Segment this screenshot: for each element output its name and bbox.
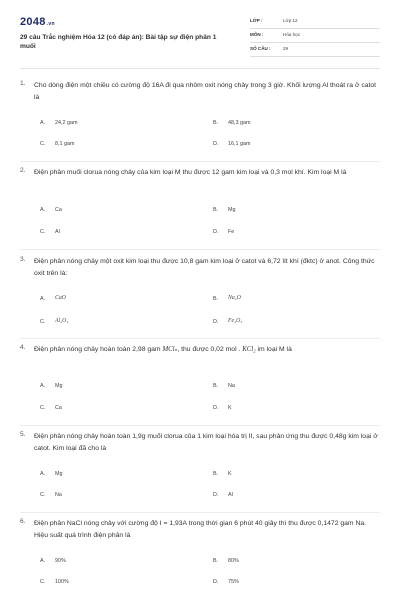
option-letter: C.	[40, 141, 46, 147]
question-4	[20, 344, 382, 424]
option-text: Al	[55, 229, 60, 235]
question-number: 1.	[20, 80, 26, 87]
option-formula: Fe₂O₃	[228, 318, 243, 324]
option-letter: C.	[40, 579, 46, 585]
option-letter: A.	[40, 383, 46, 389]
option-text: Mg	[55, 471, 63, 477]
option-letter: A.	[40, 471, 46, 477]
option-letter: C.	[40, 405, 46, 411]
question-text	[34, 344, 380, 356]
question-number: 2.	[20, 167, 26, 174]
question-1	[20, 80, 382, 160]
option-letter: B.	[213, 383, 219, 389]
option-text: 24,2 gam	[55, 120, 78, 126]
question-text: Điện phân nóng chảy hoàn toàn 1,9g muối clorua của 1 kim loại hóa trị II, sau phản ứng thu được 0,48g kim loại ở catot. Kim loại đã cho là	[34, 433, 378, 452]
option-letter: C.	[40, 229, 46, 235]
option-formula: Al₂O₃	[55, 318, 69, 324]
question-text-part: im loại M là	[255, 346, 292, 353]
option-letter: C.	[40, 319, 46, 325]
option-formula: CaO	[55, 295, 66, 301]
meta-key-class: LỚP :	[250, 18, 263, 23]
option-letter: D.	[213, 492, 219, 498]
option-text: Fe	[228, 229, 235, 235]
question-text: Điện phân nóng chảy một oxit kim loại thu được 10,8 gam kim loại ở catot và 6,72 lít khí (đktc) ở anot. Công thức oxit trên là:	[34, 258, 375, 277]
question-text-part: Điện phân nóng chảy hoàn toàn 2,98 gam	[34, 346, 163, 353]
option-letter: C.	[40, 492, 46, 498]
question-number: 4.	[20, 344, 26, 351]
site-logo[interactable]	[20, 16, 55, 28]
meta-key-subject: MÔN :	[250, 32, 264, 37]
option-letter: D.	[213, 319, 219, 325]
question-number: 6.	[20, 518, 26, 525]
meta-info-box	[250, 16, 380, 58]
question-divider	[20, 425, 380, 426]
question-divider	[20, 249, 380, 250]
option-letter: D.	[213, 229, 219, 235]
option-letter: B.	[213, 558, 219, 564]
option-letter: B.	[213, 207, 219, 213]
question-number: 5.	[20, 431, 26, 438]
option-letter: D.	[213, 579, 219, 585]
option-text: 100%	[55, 579, 69, 585]
option-letter: A.	[40, 120, 46, 126]
option-text: Ca	[55, 405, 62, 411]
question-2	[20, 167, 382, 247]
question-3	[20, 256, 382, 336]
option-text: Mg	[55, 383, 63, 389]
option-text: K	[228, 471, 232, 477]
question-formula: MClₙ	[162, 346, 178, 353]
question-text-part: , thu được 0,02 mol .	[177, 346, 243, 353]
meta-row-count	[250, 44, 380, 57]
worksheet-header	[20, 12, 380, 60]
option-formula: Na₂O	[228, 295, 241, 301]
option-letter: B.	[213, 120, 219, 126]
option-text: 48,3 gam	[228, 120, 251, 126]
meta-row-subject	[250, 30, 380, 43]
question-5	[20, 431, 382, 511]
option-text: Al	[228, 492, 233, 498]
option-text: 75%	[228, 579, 239, 585]
meta-value-count: 29	[283, 46, 289, 51]
option-letter: A.	[40, 558, 46, 564]
question-6	[20, 518, 382, 598]
question-text: Cho dòng điện một chiều có cường độ 16A đi qua nhôm oxit nóng chảy trong 3 giờ. Khối lượng Al thoát ra ở catot là	[34, 82, 377, 101]
question-formula: KCl₂	[242, 346, 256, 353]
option-text: Na	[228, 383, 235, 389]
header-divider	[20, 68, 380, 69]
option-text: Mg	[228, 207, 236, 213]
meta-value-subject: Hóa học	[283, 32, 301, 37]
option-letter: B.	[213, 471, 219, 477]
option-letter: D.	[213, 141, 219, 147]
option-text: 8,1 gam	[55, 141, 75, 147]
option-text: Ca	[55, 207, 62, 213]
question-divider	[20, 512, 380, 513]
question-divider	[20, 161, 380, 162]
option-text: 90%	[55, 558, 66, 564]
option-text: K	[228, 405, 232, 411]
option-letter: B.	[213, 296, 219, 302]
option-letter: D.	[213, 405, 219, 411]
logo-suffix-text: .vn	[46, 21, 55, 27]
option-letter: A.	[40, 207, 46, 213]
logo-main-text: 2048	[20, 16, 46, 28]
question-text: Điện phân muối clorua nóng chảy của kim loại M thu được 12 gam kim loại và 0,3 mol khí. Kim loại M là	[34, 169, 347, 176]
meta-value-class: Lớp 12	[283, 18, 298, 23]
meta-key-count: SỐ CÂU :	[250, 46, 271, 51]
meta-row-class	[250, 16, 380, 29]
option-text: Na	[55, 492, 62, 498]
question-number: 3.	[20, 256, 26, 263]
option-letter: A.	[40, 296, 46, 302]
option-text: 80%	[228, 558, 239, 564]
question-divider	[20, 338, 380, 339]
option-text: 16,1 gam	[228, 141, 251, 147]
document-title: 29 câu Trắc nghiệm Hóa 12 (có đáp án): Bài tập sự điện phân 1 muối	[20, 34, 217, 50]
question-text: Điện phân NaCl nóng chảy với cường độ I = 1,93A trong thời gian 6 phút 40 giây thì thu được 0,1472 gam Na. Hiệu suất quá trình điện phân là	[34, 520, 367, 539]
